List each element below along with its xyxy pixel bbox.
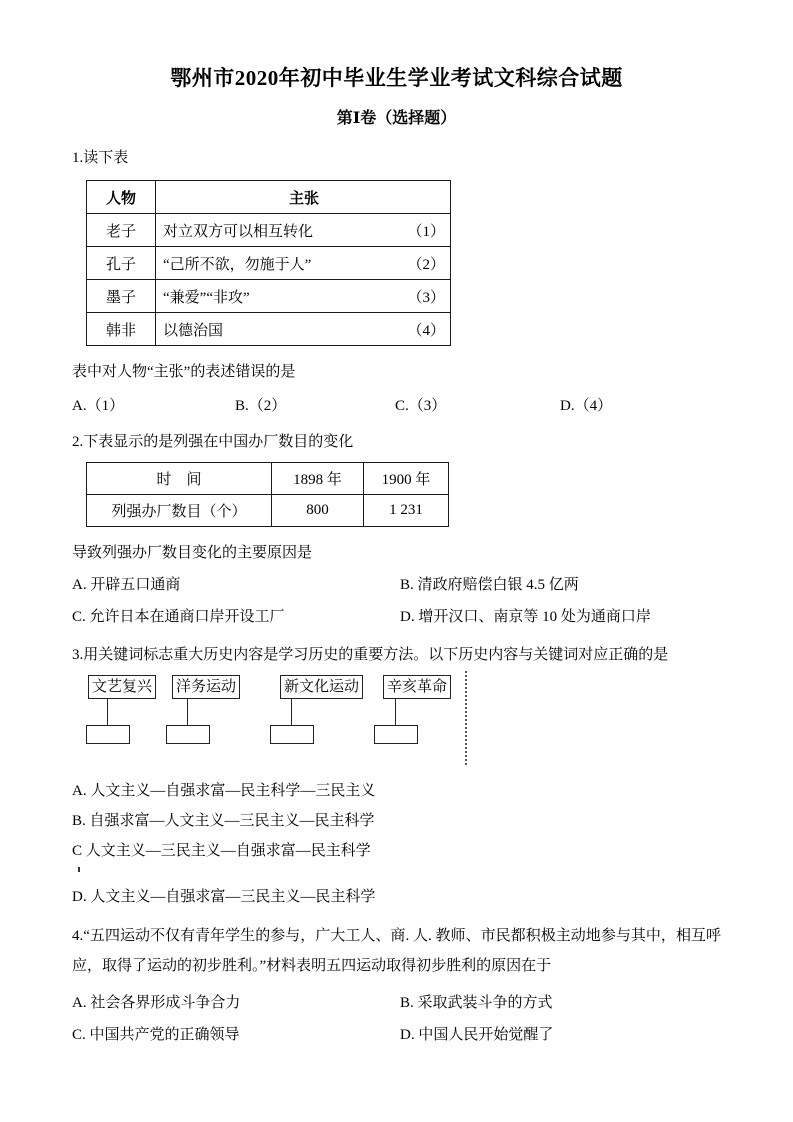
claim-cell (156, 313, 451, 346)
q1-header-claim: 主张 (156, 181, 451, 214)
q1-header-person: 人物 (87, 181, 156, 214)
q1-options (72, 396, 721, 416)
q3-option-d: D. 人文主义—自强求富—三民主义—民主科学 (72, 889, 376, 905)
q2-options-row-2 (72, 607, 721, 627)
q3-option-b: B. 自强求富—人文主义—三民主义—民主科学 (72, 813, 375, 829)
table-row (87, 280, 451, 313)
table-row (87, 214, 451, 247)
q3-option-c: C 人文主义—三民主义—自强求富—民主科学 (72, 843, 371, 859)
q2-data-1898: 800 (272, 495, 364, 527)
claim-cell (156, 280, 451, 313)
q1-option-d: D.（4） (560, 398, 613, 414)
person-cell: 墨子 (87, 280, 156, 313)
q2-options-row-1 (72, 575, 721, 595)
table-row (87, 313, 451, 346)
q2-option-c: C. 允许日本在通商口岸开设工厂 (72, 609, 285, 625)
connector-line (395, 699, 396, 725)
keyword-box: 文艺复兴 (88, 675, 156, 699)
q1-question: 表中对人物“主张”的表述错误的是 (72, 364, 296, 380)
connector-line (187, 699, 188, 725)
claim-inner (163, 286, 445, 307)
q3-stem: 3.用关键词标志重大历史内容是学习历史的重要方法。以下历史内容与关键词对应正确的是 (72, 647, 669, 663)
claim-inner (163, 319, 445, 340)
page-title: 鄂州市2020年初中毕业生学业考试文科综合试题 (170, 66, 623, 90)
q2-table (86, 462, 449, 527)
claim-number: （4） (407, 322, 445, 339)
connector-line (291, 699, 292, 725)
claim-text: “兼爱”“非攻” (163, 289, 250, 306)
q4-options-row-1 (72, 993, 721, 1013)
stray-mark (78, 867, 80, 872)
q2-option-d: D. 增开汉口、南京等 10 处为通商口岸 (400, 609, 651, 625)
q1-option-b: B.（2） (235, 398, 287, 414)
keyword-box: 洋务运动 (172, 675, 240, 699)
claim-text: 对立双方可以相互转化 (163, 223, 314, 240)
answer-blank-box (166, 725, 210, 744)
claim-number: （3） (407, 289, 445, 306)
person-cell: 孔子 (87, 247, 156, 280)
q1-option-c: C.（3） (395, 398, 447, 414)
q2-header-time: 时 间 (87, 463, 272, 495)
q4-option-b: B. 采取武装斗争的方式 (400, 995, 553, 1011)
claim-number: （2） (407, 256, 445, 273)
answer-blank-box (374, 725, 418, 744)
claim-text: “己所不欲，勿施于人” (163, 256, 312, 273)
q2-table-header-row (87, 463, 449, 495)
q2-option-a: A. 开辟五口通商 (72, 577, 181, 593)
q2-data-label: 列强办厂数目（个） (87, 495, 272, 527)
keyword-box: 新文化运动 (280, 675, 363, 699)
answer-blank-box (270, 725, 314, 744)
q2-option-b: B. 清政府赔偿白银 4.5 亿两 (400, 577, 579, 593)
q1-table-header-row (87, 181, 451, 214)
q2-header-1898: 1898 年 (272, 463, 364, 495)
claim-inner (163, 253, 445, 274)
claim-cell (156, 247, 451, 280)
q2-header-1900: 1900 年 (364, 463, 449, 495)
answer-blank-box (86, 725, 130, 744)
q4-stem: 4.“五四运动不仅有青年学生的参与，广大工人、商. 人. 教师、市民都积极主动地参与其中，相互呼应，取得了运动的初步胜利。”材料表明五四运动取得初步胜利的原因在于 (72, 928, 721, 974)
q4-option-a: A. 社会各界形成斗争合力 (72, 995, 241, 1011)
connector-line (107, 699, 108, 725)
q4-option-c: C. 中国共产党的正确领导 (72, 1027, 240, 1043)
q2-question: 导致列强办厂数目变化的主要原因是 (72, 545, 313, 561)
dotted-divider-line (465, 671, 467, 765)
section-title: 第Ⅰ卷（选择题） (336, 110, 457, 127)
q4-option-d: D. 中国人民开始觉醒了 (400, 1027, 554, 1043)
claim-inner (163, 220, 445, 241)
q2-table-data-row (87, 495, 449, 527)
claim-cell (156, 214, 451, 247)
q1-stem: 1.读下表 (72, 150, 129, 166)
q2-data-1900: 1 231 (364, 495, 449, 527)
table-row (87, 247, 451, 280)
person-cell: 韩非 (87, 313, 156, 346)
claim-number: （1） (407, 223, 445, 240)
q2-stem: 2.下表显示的是列强在中国办厂数目的变化 (72, 434, 354, 450)
q3-diagram (86, 675, 721, 767)
q3-option-a: A. 人文主义—自强求富—民主科学—三民主义 (72, 783, 376, 799)
person-cell: 老子 (87, 214, 156, 247)
claim-text: 以德治国 (163, 322, 224, 339)
keyword-box: 辛亥革命 (383, 675, 451, 699)
q4-options-row-2 (72, 1025, 721, 1045)
q1-table (86, 180, 451, 346)
q1-option-a: A.（1） (72, 398, 125, 414)
